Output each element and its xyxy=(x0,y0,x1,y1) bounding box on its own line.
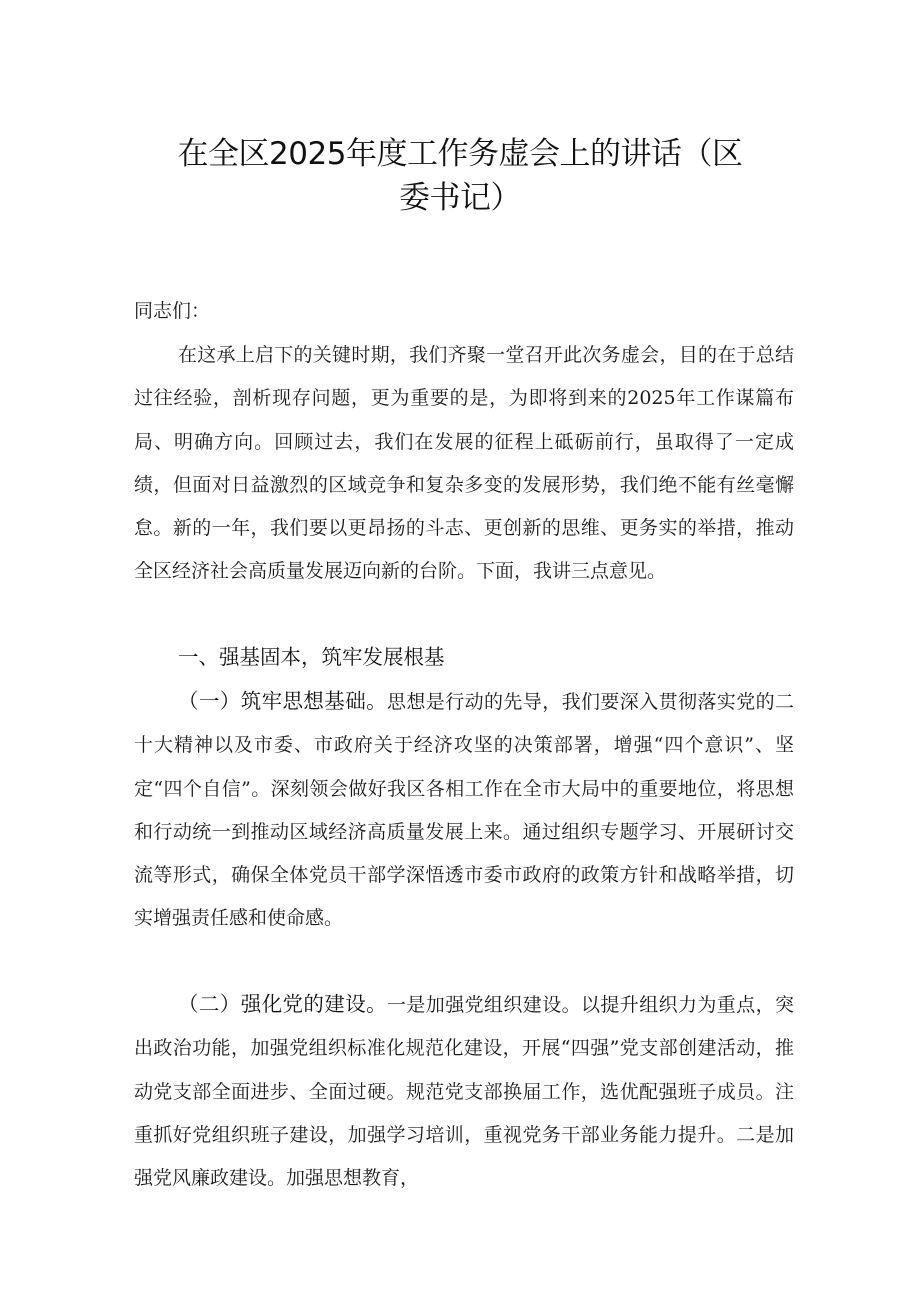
document-title-line-2: 委书记） xyxy=(399,180,521,216)
paragraph-2-text: 一是加强党组织建设。以提升组织力为重点，突出政治功能，加强党组织标准化规范化建设，开展“四强”党支部创建活动，推动党支部全面进步、全面过硬。规范党支部换届工作，选优配强班子成员。注重抓好党组织班子建设，加强学习培训，重视党务干部业务能力提升。二是加强党风廉政建设。加强思想教育， xyxy=(134,994,794,1190)
paragraph-1 xyxy=(134,680,794,941)
document-title-line-1: 在全区2025年度工作务虚会上的讲话（区 xyxy=(177,136,743,172)
subsection-heading-2: （二）强化党的建设。 xyxy=(178,992,387,1016)
paragraph-2 xyxy=(134,983,794,1200)
section-heading-1: 一、强基固本，筑牢发展根基 xyxy=(178,645,445,669)
salutation: 同志们： xyxy=(134,300,211,322)
paragraph-1-text: 思想是行动的先导，我们要深入贯彻落实党的二十大精神以及市委、市政府关于经济攻坚的决策部署，增强“四个意识”、坚定“四个自信”。深刻领会做好我区各相工作在全市大局中的重要地位，将思想和行动统一到推动区域经济高质量发展上来。通过组织专题学习、开展研讨交流等形式，确保全体党员干部学深悟透市委市政府的政策方针和战略举措，切实增强责任感和使命感。 xyxy=(134,691,794,930)
subsection-heading-1: （一）筑牢思想基础。 xyxy=(178,689,387,713)
intro-paragraph: 在这承上启下的关键时期，我们齐聚一堂召开此次务虚会，目的在于总结过往经验，剖析现存问题，更为重要的是，为即将到来的2025年工作谋篇布局、明确方向。回顾过去，我们在发展的征程上砥砺前行，虽取得了一定成绩，但面对日益激烈的区域竞争和复杂多变的发展形势，我们绝不能有丝毫懈怠。新的一年，我们要以更昂扬的斗志、更创新的思维、更务实的举措，推动全区经济社会高质量发展迈向新的台阶。下面，我讲三点意见。 xyxy=(134,344,794,583)
